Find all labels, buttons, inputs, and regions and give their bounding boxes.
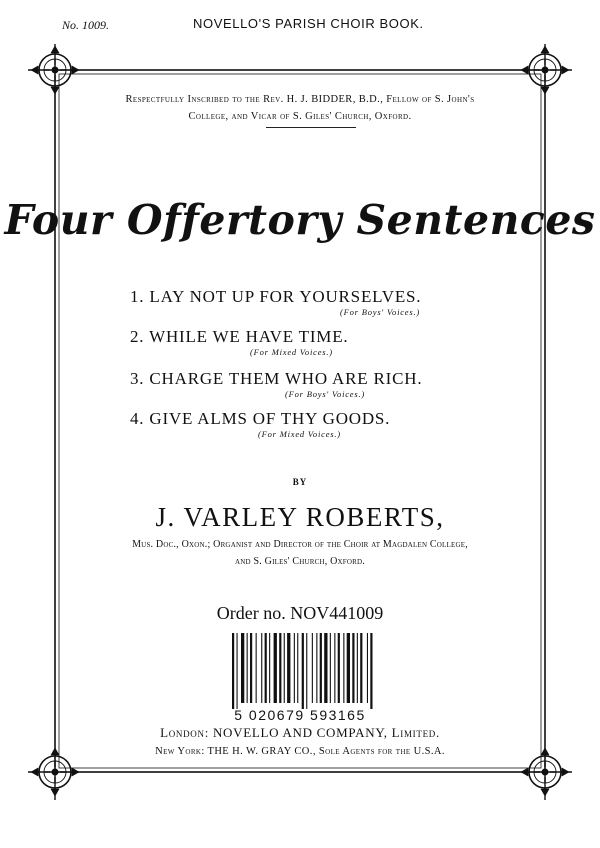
item-label: 2. WHILE WE HAVE TIME. (130, 327, 349, 346)
barcode-bar (265, 633, 267, 703)
barcode (224, 629, 378, 739)
item-label: 1. LAY NOT UP FOR YOURSELVES. (130, 287, 422, 306)
barcode-bar (279, 633, 281, 703)
barcode-bar (343, 633, 344, 703)
item-voices: (For Mixed Voices.) (258, 429, 341, 439)
barcode-bar (284, 633, 285, 703)
barcode-bar (330, 633, 331, 703)
catalog-number: No. 1009. (62, 18, 110, 32)
barcode-bar (357, 633, 358, 703)
list-item (130, 287, 421, 317)
barcode-bar (338, 633, 340, 703)
dedication-rule (266, 127, 356, 128)
credits-line-1: Mus. Doc., Oxon.; Organist and Director of the Choir at Magdalen College, (132, 539, 468, 550)
barcode-bars (224, 629, 378, 709)
order-number: Order no. NOV441009 (216, 603, 384, 623)
barcode-bar (274, 633, 277, 703)
barcode-bar (247, 633, 248, 703)
barcode-bar (294, 633, 295, 703)
barcode-bar (334, 633, 335, 703)
barcode-bar (297, 633, 298, 703)
barcode-bar (256, 633, 257, 703)
barcode-bar (241, 633, 244, 703)
composer-credits (0, 536, 600, 570)
corner-ornament (31, 46, 79, 94)
barcode-bar (352, 633, 354, 703)
barcode-bar (312, 633, 313, 703)
corner-ornament (521, 46, 569, 94)
dedication-line-2: College, and Vicar of S. Giles' Church, Oxford. (188, 111, 412, 122)
barcode-bar (232, 633, 234, 709)
item-label: 4. GIVE ALMS OF THY GOODS. (130, 409, 391, 428)
agents: New York: THE H. W. GRAY CO., Sole Agents for the U.S.A. (155, 746, 445, 757)
item-voices: (For Boys' Voices.) (340, 307, 421, 317)
barcode-bar (287, 633, 290, 703)
dedication (0, 91, 600, 125)
publisher: London: NOVELLO AND COMPANY, Limited. (160, 725, 440, 740)
barcode-bar (237, 633, 238, 709)
item-label: 3. CHARGE THEM WHO ARE RICH. (130, 369, 423, 388)
credits-line-2: and S. Giles' Church, Oxford. (235, 556, 365, 567)
barcode-number: 5 020679 593165 (234, 707, 366, 723)
barcode-bar (261, 633, 262, 703)
barcode-bar (316, 633, 317, 703)
barcode-bar (324, 633, 327, 703)
barcode-bar (347, 633, 350, 703)
work-title: Four Offertory Sentences (4, 196, 596, 244)
barcode-bar (360, 633, 362, 703)
dedication-line-1: Respectfully Inscribed to the Rev. H. J. BIDDER, B.D., Fellow of S. John's (125, 94, 475, 105)
barcode-bar (367, 633, 368, 703)
composer-name: J. VARLEY ROBERTS, (155, 502, 445, 532)
barcode-bar (250, 633, 252, 703)
item-voices: (For Boys' Voices.) (285, 389, 366, 399)
series-title: NOVELLO'S PARISH CHOIR BOOK. (193, 16, 424, 31)
barcode-bar (269, 633, 270, 703)
list-item (130, 369, 422, 399)
barcode-bar (320, 633, 322, 703)
barcode-bar (302, 633, 304, 709)
barcode-bar (370, 633, 372, 709)
barcode-bar (306, 633, 307, 709)
item-voices: (For Mixed Voices.) (250, 347, 333, 357)
list-item (130, 409, 390, 439)
by-label: BY (292, 477, 308, 487)
list-item (130, 327, 348, 357)
